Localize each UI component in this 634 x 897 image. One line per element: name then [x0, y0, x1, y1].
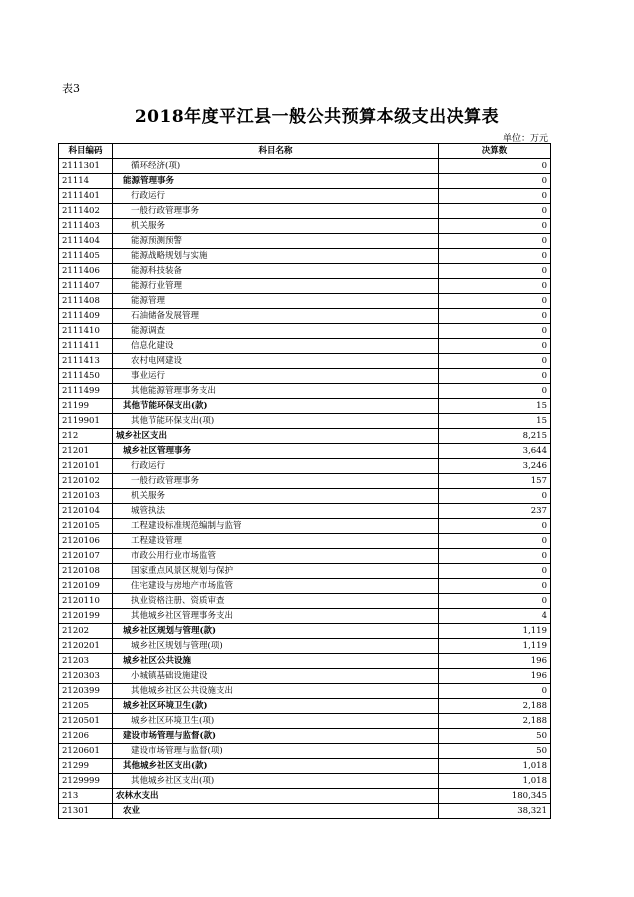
cell-code: 2120601 [59, 744, 113, 759]
cell-name: 工程建设标准规范编制与监管 [113, 519, 439, 534]
cell-name: 能源行业管理 [113, 279, 439, 294]
cell-amount: 15 [439, 414, 551, 429]
cell-name: 其他城乡社区管理事务支出 [113, 609, 439, 624]
cell-amount: 0 [439, 354, 551, 369]
cell-name: 城乡社区环境卫生(项) [113, 714, 439, 729]
table-row [59, 264, 551, 279]
table-row [59, 519, 551, 534]
cell-amount: 8,215 [439, 429, 551, 444]
cell-name: 城乡社区管理事务 [113, 444, 439, 459]
cell-name: 市政公用行业市场监管 [113, 549, 439, 564]
cell-name: 小城镇基础设施建设 [113, 669, 439, 684]
table-row [59, 534, 551, 549]
cell-amount: 196 [439, 669, 551, 684]
cell-amount: 157 [439, 474, 551, 489]
cell-code: 2111301 [59, 159, 113, 174]
cell-code: 2120303 [59, 669, 113, 684]
cell-code: 2111408 [59, 294, 113, 309]
cell-code: 21202 [59, 624, 113, 639]
cell-amount: 0 [439, 159, 551, 174]
cell-name: 机关服务 [113, 219, 439, 234]
cell-name: 城管执法 [113, 504, 439, 519]
cell-code: 21205 [59, 699, 113, 714]
cell-code: 2111413 [59, 354, 113, 369]
table-row [59, 339, 551, 354]
cell-amount: 2,188 [439, 714, 551, 729]
table-row [59, 474, 551, 489]
table-row [59, 549, 551, 564]
table-row [59, 639, 551, 654]
table-row [59, 684, 551, 699]
cell-name: 一般行政管理事务 [113, 204, 439, 219]
cell-code: 2120199 [59, 609, 113, 624]
table-row [59, 429, 551, 444]
table-header-row [59, 144, 551, 159]
cell-code: 2111450 [59, 369, 113, 384]
cell-name: 行政运行 [113, 459, 439, 474]
table-row [59, 414, 551, 429]
cell-code: 2111402 [59, 204, 113, 219]
cell-code: 2120501 [59, 714, 113, 729]
table-row [59, 219, 551, 234]
cell-name: 行政运行 [113, 189, 439, 204]
table-row [59, 504, 551, 519]
cell-name: 机关服务 [113, 489, 439, 504]
cell-name: 城乡社区环境卫生(款) [113, 699, 439, 714]
header-code: 科目编码 [59, 144, 113, 159]
header-name: 科目名称 [113, 144, 439, 159]
cell-name: 一般行政管理事务 [113, 474, 439, 489]
table-row [59, 789, 551, 804]
table-row [59, 714, 551, 729]
cell-amount: 0 [439, 234, 551, 249]
cell-name: 城乡社区规划与管理(项) [113, 639, 439, 654]
cell-amount: 1,119 [439, 624, 551, 639]
cell-amount: 0 [439, 219, 551, 234]
cell-code: 2111407 [59, 279, 113, 294]
cell-name: 农林水支出 [113, 789, 439, 804]
table-row [59, 459, 551, 474]
cell-code: 2120109 [59, 579, 113, 594]
cell-amount: 0 [439, 189, 551, 204]
cell-name: 其他城乡社区公共设施支出 [113, 684, 439, 699]
cell-name: 执业资格注册、资质审查 [113, 594, 439, 609]
cell-name: 国家重点风景区规划与保护 [113, 564, 439, 579]
table-row [59, 354, 551, 369]
cell-name: 其他城乡社区支出(项) [113, 774, 439, 789]
cell-amount: 0 [439, 369, 551, 384]
cell-amount: 0 [439, 279, 551, 294]
cell-amount: 0 [439, 564, 551, 579]
cell-code: 2111406 [59, 264, 113, 279]
cell-name: 建设市场管理与监督(项) [113, 744, 439, 759]
table-row [59, 279, 551, 294]
cell-amount: 0 [439, 339, 551, 354]
cell-name: 能源科技装备 [113, 264, 439, 279]
sheet-label: 表3 [62, 82, 80, 95]
cell-name: 城乡社区支出 [113, 429, 439, 444]
cell-name: 建设市场管理与监督(款) [113, 729, 439, 744]
cell-code: 212 [59, 429, 113, 444]
table-row [59, 324, 551, 339]
cell-amount: 1,018 [439, 774, 551, 789]
cell-code: 2111409 [59, 309, 113, 324]
cell-name: 农业 [113, 804, 439, 819]
table-row [59, 579, 551, 594]
cell-amount: 1,018 [439, 759, 551, 774]
cell-amount: 0 [439, 684, 551, 699]
table-row [59, 399, 551, 414]
cell-name: 石油储备发展管理 [113, 309, 439, 324]
cell-code: 2111403 [59, 219, 113, 234]
cell-name: 事业运行 [113, 369, 439, 384]
table-row [59, 609, 551, 624]
table-row [59, 744, 551, 759]
table-row [59, 174, 551, 189]
cell-code: 2120110 [59, 594, 113, 609]
cell-code: 2120399 [59, 684, 113, 699]
cell-amount: 38,321 [439, 804, 551, 819]
table-row [59, 489, 551, 504]
cell-amount: 0 [439, 249, 551, 264]
cell-code: 2120107 [59, 549, 113, 564]
cell-code: 2120101 [59, 459, 113, 474]
cell-amount: 50 [439, 744, 551, 759]
cell-name: 住宅建设与房地产市场监管 [113, 579, 439, 594]
cell-code: 21299 [59, 759, 113, 774]
table-row [59, 294, 551, 309]
cell-amount: 0 [439, 579, 551, 594]
cell-name: 其他能源管理事务支出 [113, 384, 439, 399]
table-row [59, 699, 551, 714]
budget-table [58, 143, 551, 819]
cell-code: 2111499 [59, 384, 113, 399]
cell-code: 2111401 [59, 189, 113, 204]
cell-amount: 196 [439, 654, 551, 669]
cell-amount: 0 [439, 294, 551, 309]
cell-amount: 4 [439, 609, 551, 624]
table-row [59, 624, 551, 639]
table-row [59, 654, 551, 669]
cell-name: 能源管理事务 [113, 174, 439, 189]
cell-amount: 0 [439, 309, 551, 324]
page-title: 2018年度平江县一般公共预算本级支出决算表 [134, 107, 500, 127]
table-row [59, 309, 551, 324]
table-row [59, 159, 551, 174]
cell-name: 能源管理 [113, 294, 439, 309]
cell-code: 2120102 [59, 474, 113, 489]
cell-name: 城乡社区规划与管理(款) [113, 624, 439, 639]
cell-code: 2120106 [59, 534, 113, 549]
cell-name: 城乡社区公共设施 [113, 654, 439, 669]
cell-amount: 0 [439, 174, 551, 189]
table-row [59, 369, 551, 384]
cell-amount: 237 [439, 504, 551, 519]
cell-code: 2111410 [59, 324, 113, 339]
table-row [59, 204, 551, 219]
cell-name: 其他城乡社区支出(款) [113, 759, 439, 774]
table-row [59, 774, 551, 789]
cell-name: 循环经济(项) [113, 159, 439, 174]
cell-name: 农村电网建设 [113, 354, 439, 369]
cell-amount: 0 [439, 549, 551, 564]
table-row [59, 759, 551, 774]
cell-code: 2120103 [59, 489, 113, 504]
cell-amount: 0 [439, 384, 551, 399]
cell-code: 21301 [59, 804, 113, 819]
table-row [59, 384, 551, 399]
unit-label: 单位：万元 [502, 134, 548, 144]
cell-name: 能源战略规划与实施 [113, 249, 439, 264]
cell-code: 2111411 [59, 339, 113, 354]
cell-name: 工程建设管理 [113, 534, 439, 549]
cell-name: 能源调查 [113, 324, 439, 339]
cell-name: 能源预测预警 [113, 234, 439, 249]
table-body [59, 159, 551, 819]
cell-code: 2111405 [59, 249, 113, 264]
table-row [59, 804, 551, 819]
cell-code: 2120201 [59, 639, 113, 654]
cell-amount: 0 [439, 264, 551, 279]
table-row [59, 729, 551, 744]
table-row [59, 444, 551, 459]
cell-amount: 0 [439, 519, 551, 534]
cell-code: 2129999 [59, 774, 113, 789]
cell-amount: 0 [439, 489, 551, 504]
cell-amount: 0 [439, 534, 551, 549]
table-row [59, 594, 551, 609]
cell-code: 21203 [59, 654, 113, 669]
cell-code: 2119901 [59, 414, 113, 429]
table-row [59, 249, 551, 264]
cell-code: 21201 [59, 444, 113, 459]
cell-code: 213 [59, 789, 113, 804]
header-amount: 决算数 [439, 144, 551, 159]
cell-code: 2111404 [59, 234, 113, 249]
cell-code: 21206 [59, 729, 113, 744]
cell-code: 21199 [59, 399, 113, 414]
cell-amount: 50 [439, 729, 551, 744]
cell-name: 其他节能环保支出(项) [113, 414, 439, 429]
cell-code: 21114 [59, 174, 113, 189]
table-row [59, 669, 551, 684]
table-row [59, 234, 551, 249]
cell-amount: 3,644 [439, 444, 551, 459]
cell-amount: 15 [439, 399, 551, 414]
cell-amount: 180,345 [439, 789, 551, 804]
cell-amount: 2,188 [439, 699, 551, 714]
cell-amount: 0 [439, 594, 551, 609]
cell-amount: 0 [439, 324, 551, 339]
table-row [59, 189, 551, 204]
cell-amount: 3,246 [439, 459, 551, 474]
cell-code: 2120104 [59, 504, 113, 519]
cell-code: 2120105 [59, 519, 113, 534]
cell-name: 其他节能环保支出(款) [113, 399, 439, 414]
cell-amount: 1,119 [439, 639, 551, 654]
cell-code: 2120108 [59, 564, 113, 579]
cell-amount: 0 [439, 204, 551, 219]
table-row [59, 564, 551, 579]
cell-name: 信息化建设 [113, 339, 439, 354]
